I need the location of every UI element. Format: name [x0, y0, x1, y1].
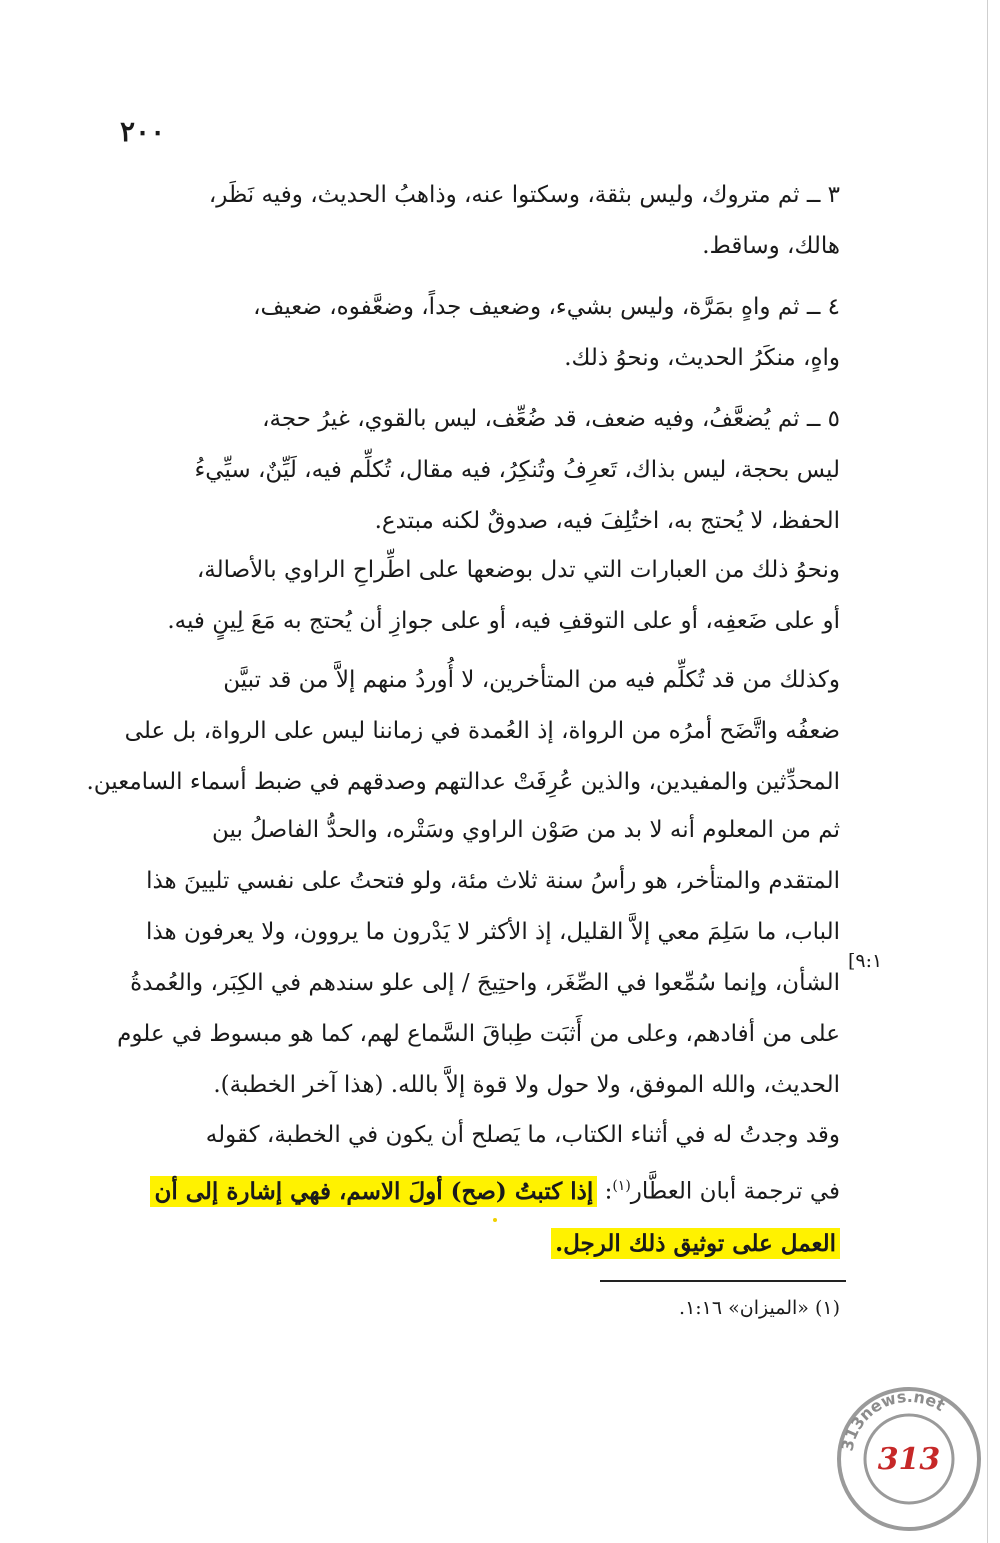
- text-line: ونحوُ ذلك من العبارات التي تدل بوضعها على اطِّراحِ الراوي بالأصالة،: [196, 557, 840, 583]
- footnote-marker: (١): [612, 1178, 631, 1194]
- text-line: على من أفادهم، وعلى من أَثبَت طِباقَ السَّماع لهم، كما هو مبسوط في علوم: [117, 1021, 840, 1047]
- paragraph-2: [110, 282, 840, 384]
- text-line: واهٍ، منكَرُ الحديث، ونحوُ ذلك.: [564, 345, 840, 371]
- text-line: أو على ضَعفِه، أو على التوقفِ فيه، أو على جوازِ أن يُحتج به مَعَ لِينٍ فيه.: [167, 608, 840, 634]
- text-line: هالك، وساقط.: [702, 233, 840, 259]
- text-line: ٤ ــ ثم واهٍ بمَرَّة، وليس بشيء، وضعيف جداً، وضعَّفوه، ضعيف،: [253, 294, 840, 320]
- margin-reference: [٩:١: [848, 950, 883, 972]
- paragraph-4: [110, 545, 840, 647]
- text-segment: في ترجمة أبان العطَّار: [630, 1178, 840, 1205]
- text-line: [110, 1218, 840, 1270]
- highlighted-text: العمل على توثيق ذلك الرجل.: [551, 1228, 840, 1259]
- paragraph-7: [110, 1110, 840, 1270]
- text-line: الحفظ، لا يُحتج به، اختُلِفَ فيه، صدوقٌ لكنه مبتدع.: [374, 508, 840, 534]
- text-line: الشأن، وإنما سُمِّعوا في الصِّغَر، واحتِيجَ / إلى علو سندهم في الكِبَر، والعُمدةُ: [130, 970, 840, 996]
- text-line: المحدِّثين والمفيدين، والذين عُرِفَتْ عدالتهم وصدقهم في ضبط أسماء السامعين.: [86, 769, 840, 795]
- stamp-number: 313: [877, 1442, 941, 1477]
- highlight-speck: [493, 1218, 497, 1222]
- text-line: الحديث، والله الموفق، ولا حول ولا قوة إلاَّ بالله. (هذا آخر الخطبة).: [213, 1072, 840, 1098]
- paragraph-1: [110, 170, 840, 272]
- page-edge: [987, 0, 988, 1543]
- text-line: ثم من المعلوم أنه لا بد من صَوْن الراوي وسَتْره، والحدُّ الفاصلُ بين: [212, 817, 840, 843]
- text-line: [110, 1161, 840, 1218]
- footnote-divider: [600, 1280, 846, 1282]
- paragraph-5: [86, 655, 840, 808]
- text-line: ٣ ــ ثم متروك، وليس بثقة، وسكتوا عنه، وذاهبُ الحديث، وفيه نَظَر،: [208, 182, 840, 208]
- stamp-url-text: 313news.net: [837, 1386, 949, 1453]
- text-line: الباب، ما سَلِمَ معي إلاَّ القليل، إذ الأكثر لا يَدْرون ما يروون، ولا يعرفون هذا: [146, 919, 840, 945]
- paragraph-3: [110, 394, 840, 547]
- text-line: ضعفُه واتَّضَح أمرُه من الرواة، إذ العُمدة في زماننا ليس على الرواة، بل على: [124, 718, 840, 744]
- paragraph-6: [110, 805, 840, 1111]
- text-line: وقد وجدتُ له في أثناء الكتاب، ما يَصلح أن يكون في الخطبة، كقوله: [205, 1122, 840, 1148]
- colon: :: [604, 1178, 613, 1205]
- watermark-stamp: [835, 1385, 983, 1533]
- footnote: (١) «الميزان» ١:١٦.: [679, 1297, 840, 1319]
- text-line: ٥ ــ ثم يُضعَّفُ، وفيه ضعف، قد ضُعِّف، ليس بالقوي، غيرُ حجة،: [262, 406, 840, 432]
- page-number: ٢٠٠: [120, 115, 166, 148]
- text-line: ليس بحجة، ليس بذاك، تَعرِفُ وتُنكِرُ، فيه مقال، تُكلِّم فيه، لَيِّنٌ، سيِّيءُ: [194, 457, 840, 483]
- text-line: وكذلك من قد تُكلِّم فيه من المتأخرين، لا أُوردُ منهم إلاَّ من قد تبيَّن: [223, 667, 840, 693]
- highlighted-text: إذا كتبتُ (صح) أولَ الاسم، فهي إشارة إلى أن: [150, 1176, 597, 1207]
- text-line: المتقدم والمتأخر، هو رأسُ سنة ثلاث مئة، ولو فتحتُ على نفسي تليينَ هذا: [146, 868, 840, 894]
